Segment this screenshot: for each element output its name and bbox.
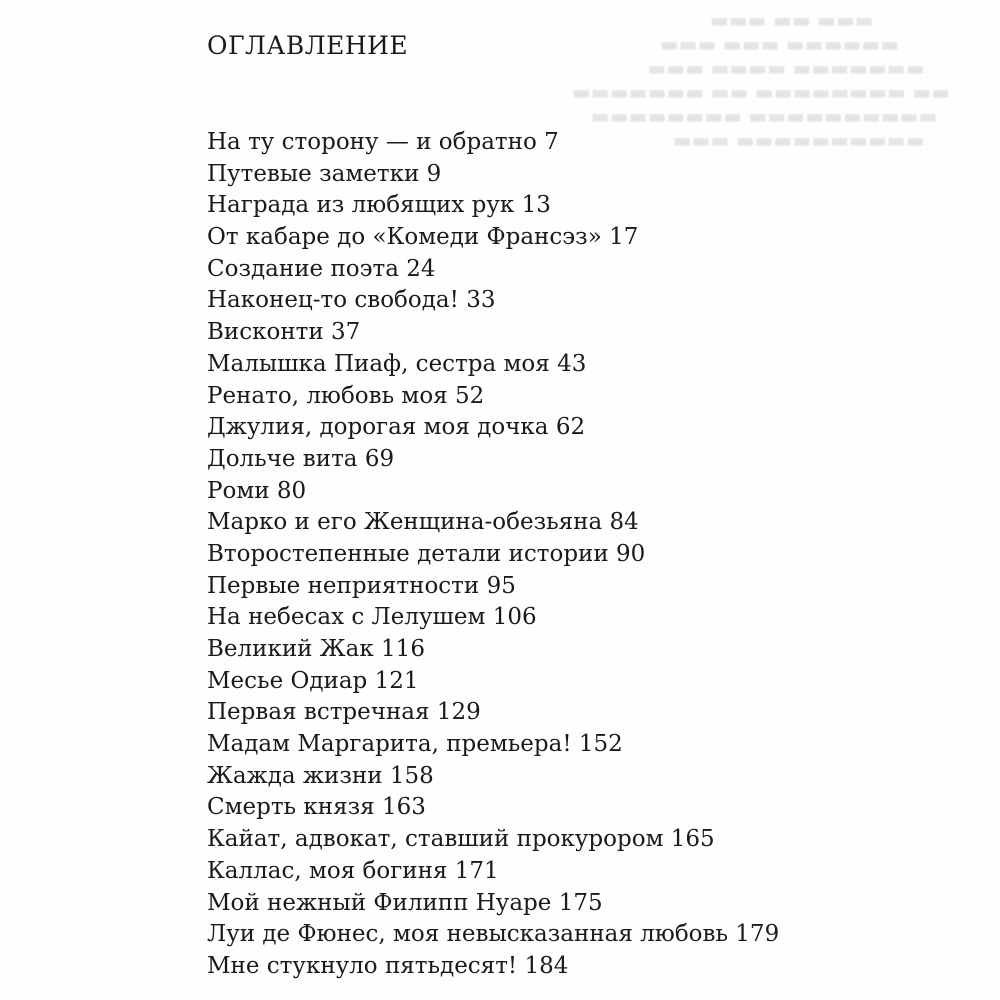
toc-entry-title: Дольче вита <box>207 445 358 472</box>
toc-entry-page: 116 <box>381 636 425 662</box>
toc-entry-title: Джулия, дорогая моя дочка <box>207 414 549 441</box>
toc-entry-title: Наконец-то свобода! <box>207 287 459 314</box>
toc-entry <box>207 317 779 349</box>
toc-entry-title: Путевые заметки <box>207 160 420 187</box>
toc-entry-title: Первые неприятности <box>207 572 480 599</box>
toc-entry <box>207 539 779 571</box>
toc-entry-page: 9 <box>426 160 442 187</box>
toc-entry-page: 69 <box>364 445 395 472</box>
toc-entry-page: 158 <box>389 762 434 789</box>
toc-entry-title: Роми <box>207 477 270 504</box>
toc-entry-page: 33 <box>466 287 496 314</box>
toc-entry-title: Мадам Маргарита, премьера! <box>207 731 572 758</box>
toc-entry-page: 43 <box>557 350 587 377</box>
table-of-contents <box>207 127 779 983</box>
toc-entry-title: Мой нежный Филипп Нуаре <box>207 889 552 916</box>
page-title: ОГЛАВЛЕНИЕ <box>207 31 409 60</box>
toc-entry-page: 171 <box>454 857 499 884</box>
toc-entry-page: 184 <box>524 952 569 979</box>
toc-entry-title: Жажда жизни <box>207 762 383 789</box>
toc-entry-page: 7 <box>544 129 559 155</box>
toc-entry-title: Висконти <box>207 319 324 346</box>
toc-entry <box>207 951 779 983</box>
toc-entry <box>207 729 779 761</box>
toc-entry-page: 121 <box>374 667 419 694</box>
toc-entry <box>207 697 779 729</box>
toc-entry-page: 129 <box>436 699 481 726</box>
toc-entry-title: Кайат, адвокат, ставший прокурором <box>207 826 664 853</box>
toc-entry-page: 179 <box>735 921 780 948</box>
toc-entry <box>207 285 779 317</box>
toc-entry <box>207 856 779 888</box>
toc-entry-page: 152 <box>578 731 623 758</box>
toc-entry-page: 163 <box>381 794 426 821</box>
toc-entry-page: 80 <box>276 477 307 504</box>
toc-entry-title: На небесах с Лелушем <box>207 604 486 631</box>
toc-entry <box>207 919 779 951</box>
toc-entry-page: 62 <box>555 414 586 441</box>
toc-entry <box>207 444 779 476</box>
toc-entry-page: 165 <box>670 826 715 853</box>
toc-entry-title: Марко и его Женщина-обезьяна <box>207 509 603 536</box>
toc-entry <box>207 127 779 159</box>
toc-entry <box>207 792 779 824</box>
toc-entry <box>207 888 779 920</box>
toc-entry-page: 37 <box>331 319 361 346</box>
toc-entry-page: 95 <box>486 572 516 599</box>
toc-entry-title: От кабаре до «Комеди Франсэз» <box>207 224 602 251</box>
toc-entry-title: Луи де Фюнес, моя невысказанная любовь <box>207 921 728 948</box>
toc-entry <box>207 190 779 222</box>
toc-entry-title: Великий Жак <box>207 636 374 662</box>
toc-entry-title: Мне стукнуло пятьдесят! <box>207 952 518 979</box>
toc-entry-page: 90 <box>616 540 646 567</box>
bleed-through-text: ▬▬▬ ▬▬ ▬▬▬ ▬▬▬▬▬▬ ▬▬▬ ▬▬▬ ▬▬▬▬▬▬▬ ▬▬▬▬ ▬▬▬ ▬▬ ▬▬▬▬▬▬▬▬ ▬▬ ▬▬▬▬▬▬▬ ▬▬▬▬▬▬▬▬▬▬ ▬▬▬▬▬▬▬▬ ▬▬▬▬▬▬▬▬▬▬ ▬▬▬ <box>571 8 950 152</box>
toc-entry <box>207 412 779 444</box>
toc-entry <box>207 476 779 508</box>
toc-entry-title: Месье Одиар <box>207 667 368 694</box>
toc-entry-title: На ту сторону — и обратно <box>207 129 537 155</box>
toc-entry <box>207 222 779 254</box>
toc-entry-page: 175 <box>558 889 603 916</box>
toc-entry-page: 13 <box>521 192 551 219</box>
toc-entry <box>207 824 779 856</box>
toc-entry <box>207 571 779 603</box>
toc-entry <box>207 349 779 381</box>
toc-entry-title: Второстепенные детали истории <box>207 540 609 567</box>
toc-entry <box>207 634 779 666</box>
toc-entry-title: Первая встречная <box>207 699 430 726</box>
toc-entry-page: 106 <box>492 604 537 631</box>
toc-entry-page: 17 <box>609 224 639 251</box>
toc-entry-title: Каллас, моя богиня <box>207 857 448 884</box>
toc-entry <box>207 381 779 413</box>
toc-entry-title: Смерть князя <box>207 794 375 821</box>
toc-entry-page: 24 <box>406 255 436 282</box>
toc-entry <box>207 159 779 191</box>
toc-entry-title: Создание поэта <box>207 255 399 282</box>
toc-entry <box>207 666 779 698</box>
toc-entry-title: Ренато, любовь моя <box>207 382 448 409</box>
toc-entry <box>207 602 779 634</box>
toc-entry <box>207 761 779 793</box>
toc-entry <box>207 507 779 539</box>
toc-entry-page: 52 <box>455 382 485 409</box>
toc-entry <box>207 254 779 286</box>
toc-entry-title: Награда из любящих рук <box>207 192 515 219</box>
toc-entry-page: 84 <box>609 509 639 536</box>
toc-entry-title: Малышка Пиаф, сестра моя <box>207 350 550 377</box>
